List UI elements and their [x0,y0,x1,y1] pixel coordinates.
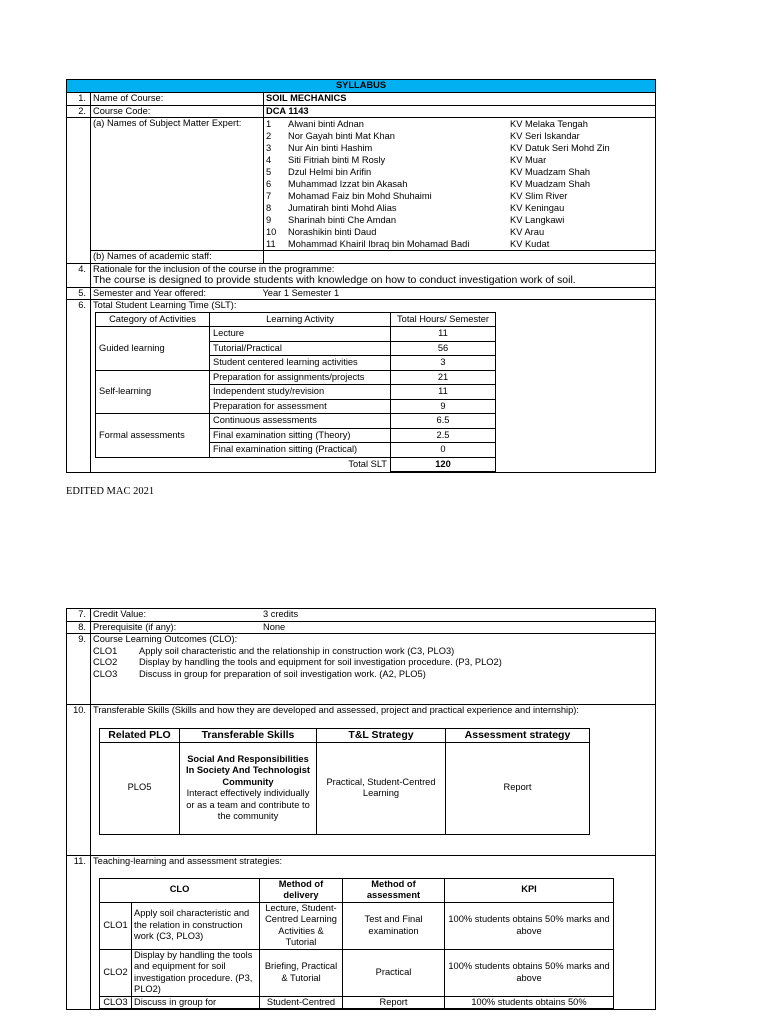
slt-header: Category of Activities [96,312,210,327]
row-number: 1. [67,93,91,106]
syllabus-table-continued [66,608,656,1010]
expert-row [266,166,655,178]
prerequisite-value: None [263,621,286,632]
clo-item [93,657,653,669]
expert-name: Siti Fitriah binti M Rosly [288,155,386,165]
kpi: 100% students obtains 50% marks and above [445,902,614,949]
transferable-skills-label: Transferable Skills (Skills and how they are developed and assessed, project and practical experience and internship): [93,705,579,715]
method-of-delivery: Lecture, Student-Centred Learning Activities & Tutorial [260,902,343,949]
slt-hours: 3 [391,356,496,371]
clo-text: Apply soil characteristic and the relationship in construction work (C3, PLO3) [139,645,455,656]
slt-hours: 11 [391,385,496,400]
expert-number: 1 [266,119,272,129]
row-number: 11. [67,856,91,1010]
expert-row [266,154,655,166]
slt-row [96,414,496,429]
expert-name: Alwani binti Adnan [288,119,364,129]
row-number: 5. [67,287,91,300]
expert-college: KV Muadzam Shah [510,167,591,177]
credit-label: Credit Value: [93,609,147,619]
course-code-label: Course Code: [91,105,264,118]
expert-name: Mohammad Khairil Ibraq bin Mohamad Badi [288,239,470,249]
table-row [100,902,614,949]
expert-name: Norashikin binti Daud [288,227,377,237]
clo-text: Discuss in group for preparation of soil investigation work. (A2, PLO5) [139,668,426,679]
slt-header: Total Hours/ Semester [391,312,496,327]
credit-value: 3 credits [263,609,299,619]
table-row [100,949,614,996]
row-number: 4. [67,263,91,287]
expert-college: KV Muadzam Shah [510,179,591,189]
slt-activity: Final examination sitting (Practical) [210,443,391,458]
slt-activity: Preparation for assignments/projects [210,370,391,385]
slt-activity: Student centered learning activities [210,356,391,371]
expert-college: KV Datuk Seri Mohd Zin [510,143,610,153]
clo-text: Display by handling the tools and equipment for soil investigation procedure. (P3, PLO2) [139,657,502,667]
rationale-text: The course is designed to provide students with knowledge on how to conduct investigation work of soil. [93,274,576,286]
slt-hours: 0 [391,443,496,458]
expert-number: 7 [266,191,272,201]
clo-code: CLO1 [100,902,132,949]
clo-code: CLO3 [93,668,118,679]
clo-code: CLO2 [93,657,118,667]
expert-row [266,202,655,214]
slt-row [96,370,496,385]
slt-activity: Continuous assessments [210,414,391,429]
tl-strategy: Practical, Student-Centred Learning [317,742,446,834]
slt-table [95,312,496,473]
expert-number: 4 [266,155,272,165]
edited-note: EDITED MAC 2021 [66,486,155,497]
expert-name: Nor Gayah binti Mat Khan [288,131,395,141]
slt-category: Guided learning [96,327,210,371]
expert-number: 6 [266,179,272,189]
skill-description: Interact effectively individually or as a team and contribute to the community [186,788,310,821]
slt-hours: 6.5 [391,414,496,429]
method-of-assessment: Test and Final examination [343,902,445,949]
col-header: Transferable Skills [180,728,317,742]
slt-hours: 21 [391,370,496,385]
clo-item [93,646,653,658]
syllabus-title: SYLLABUS [67,80,656,93]
expert-college: KV Muar [510,155,547,165]
method-of-delivery: Briefing, Practical & Tutorial [260,949,343,996]
row-number: 7. [67,609,91,622]
expert-row [266,178,655,190]
method-of-assessment: Report [343,996,445,1009]
table-row [100,996,614,1009]
kpi: 100% students obtains 50% marks and above [445,949,614,996]
tl-strategies-label: Teaching-learning and assessment strategies: [93,856,283,866]
expert-number: 2 [266,131,272,141]
expert-number: 3 [266,143,272,153]
expert-number: 8 [266,203,272,213]
skill-title: Social And Responsibilities In Society And Technologist Community [186,753,310,787]
slt-row [96,327,496,342]
related-plo: PLO5 [100,742,180,834]
sme-label: (a) Names of Subject Matter Expert: [91,118,264,251]
clo-code: CLO3 [100,996,132,1009]
expert-row [266,238,655,250]
expert-college: KV Kudat [510,239,550,249]
col-header: Method of delivery [260,878,343,902]
semester-value: Year 1 Semester 1 [262,287,340,298]
clo-label: Course Learning Outcomes (CLO): [93,634,238,644]
slt-header: Learning Activity [210,312,391,327]
prerequisite-label: Prerequisite (if any): [93,621,177,632]
col-header: KPI [445,878,614,902]
expert-row [266,142,655,154]
slt-hours: 9 [391,399,496,414]
expert-row [266,118,655,130]
clo-list [93,646,653,681]
clo-code: CLO2 [100,949,132,996]
course-code-value: DCA 1143 [264,105,656,118]
clo-item [93,669,653,681]
expert-name: Mohamad Faiz bin Mohd Shuhaimi [288,191,432,201]
semester-label: Semester and Year offered: [93,287,207,298]
expert-college: KV Langkawi [510,215,565,225]
col-header: T&L Strategy [317,728,446,742]
tl-strategies-table [99,878,614,1010]
slt-activity: Tutorial/Practical [210,341,391,356]
expert-row [266,214,655,226]
transferable-skills-table [99,728,590,835]
expert-name: Muhammad Izzat bin Akasah [288,179,408,189]
slt-hours: 2.5 [391,428,496,443]
expert-number: 10 [266,227,277,237]
expert-number: 11 [266,239,276,249]
assessment-strategy: Report [446,742,590,834]
kpi: 100% students obtains 50% [445,996,614,1009]
rationale-label: Rationale for the inclusion of the course in the programme: [93,263,335,274]
slt-hours: 56 [391,341,496,356]
academic-staff-label: (b) Names of academic staff: [91,251,264,264]
slt-activity: Final examination sitting (Theory) [210,428,391,443]
row-number: 2. [67,105,91,118]
col-header: Related PLO [100,728,180,742]
row-number: 10. [67,705,91,856]
expert-college: KV Arau [510,227,545,237]
expert-name: Jumatirah binti Mohd Alias [288,203,397,213]
spacer [96,457,210,472]
slt-total-value: 120 [391,457,496,472]
row-number: 9. [67,634,91,705]
row-number: 8. [67,621,91,634]
expert-name: Nur Ain binti Hashim [288,143,373,153]
col-header: CLO [100,878,260,902]
sme-list [266,118,655,250]
expert-college: KV Seri Iskandar [510,131,580,141]
slt-activity: Independent study/revision [210,385,391,400]
slt-label: Total Student Learning Time (SLT): [93,300,237,310]
expert-row [266,130,655,142]
course-name-value: SOIL MECHANICS [264,93,656,106]
expert-number: 9 [266,215,272,225]
expert-college: KV Melaka Tengah [510,119,588,129]
expert-name: Dzul Helmi bin Arifin [288,167,372,177]
expert-row [266,226,655,238]
col-header: Method of assessment [343,878,445,902]
course-name-label: Name of Course: [91,93,264,106]
slt-total-label: Total SLT [210,457,391,472]
expert-name: Sharinah binti Che Amdan [288,215,397,225]
expert-row [266,190,655,202]
expert-college: KV Keningau [510,203,565,213]
slt-activity: Preparation for assessment [210,399,391,414]
clo-description: Display by handling the tools and equipment for soil investigation procedure. (P3, PLO2) [132,949,260,996]
slt-hours: 11 [391,327,496,342]
clo-description: Discuss in group for [132,996,260,1009]
col-header: Assessment strategy [446,728,590,742]
clo-description: Apply soil characteristic and the relation in construction work (C3, PLO3) [132,902,260,949]
expert-college: KV Slim River [510,191,568,201]
method-of-assessment: Practical [343,949,445,996]
slt-category: Self-learning [96,370,210,414]
expert-number: 5 [266,167,272,177]
syllabus-table [66,79,656,473]
clo-code: CLO1 [93,645,118,656]
slt-activity: Lecture [210,327,391,342]
method-of-delivery: Student-Centred [260,996,343,1009]
row-number: 6. [67,300,91,473]
slt-category: Formal assessments [96,414,210,458]
